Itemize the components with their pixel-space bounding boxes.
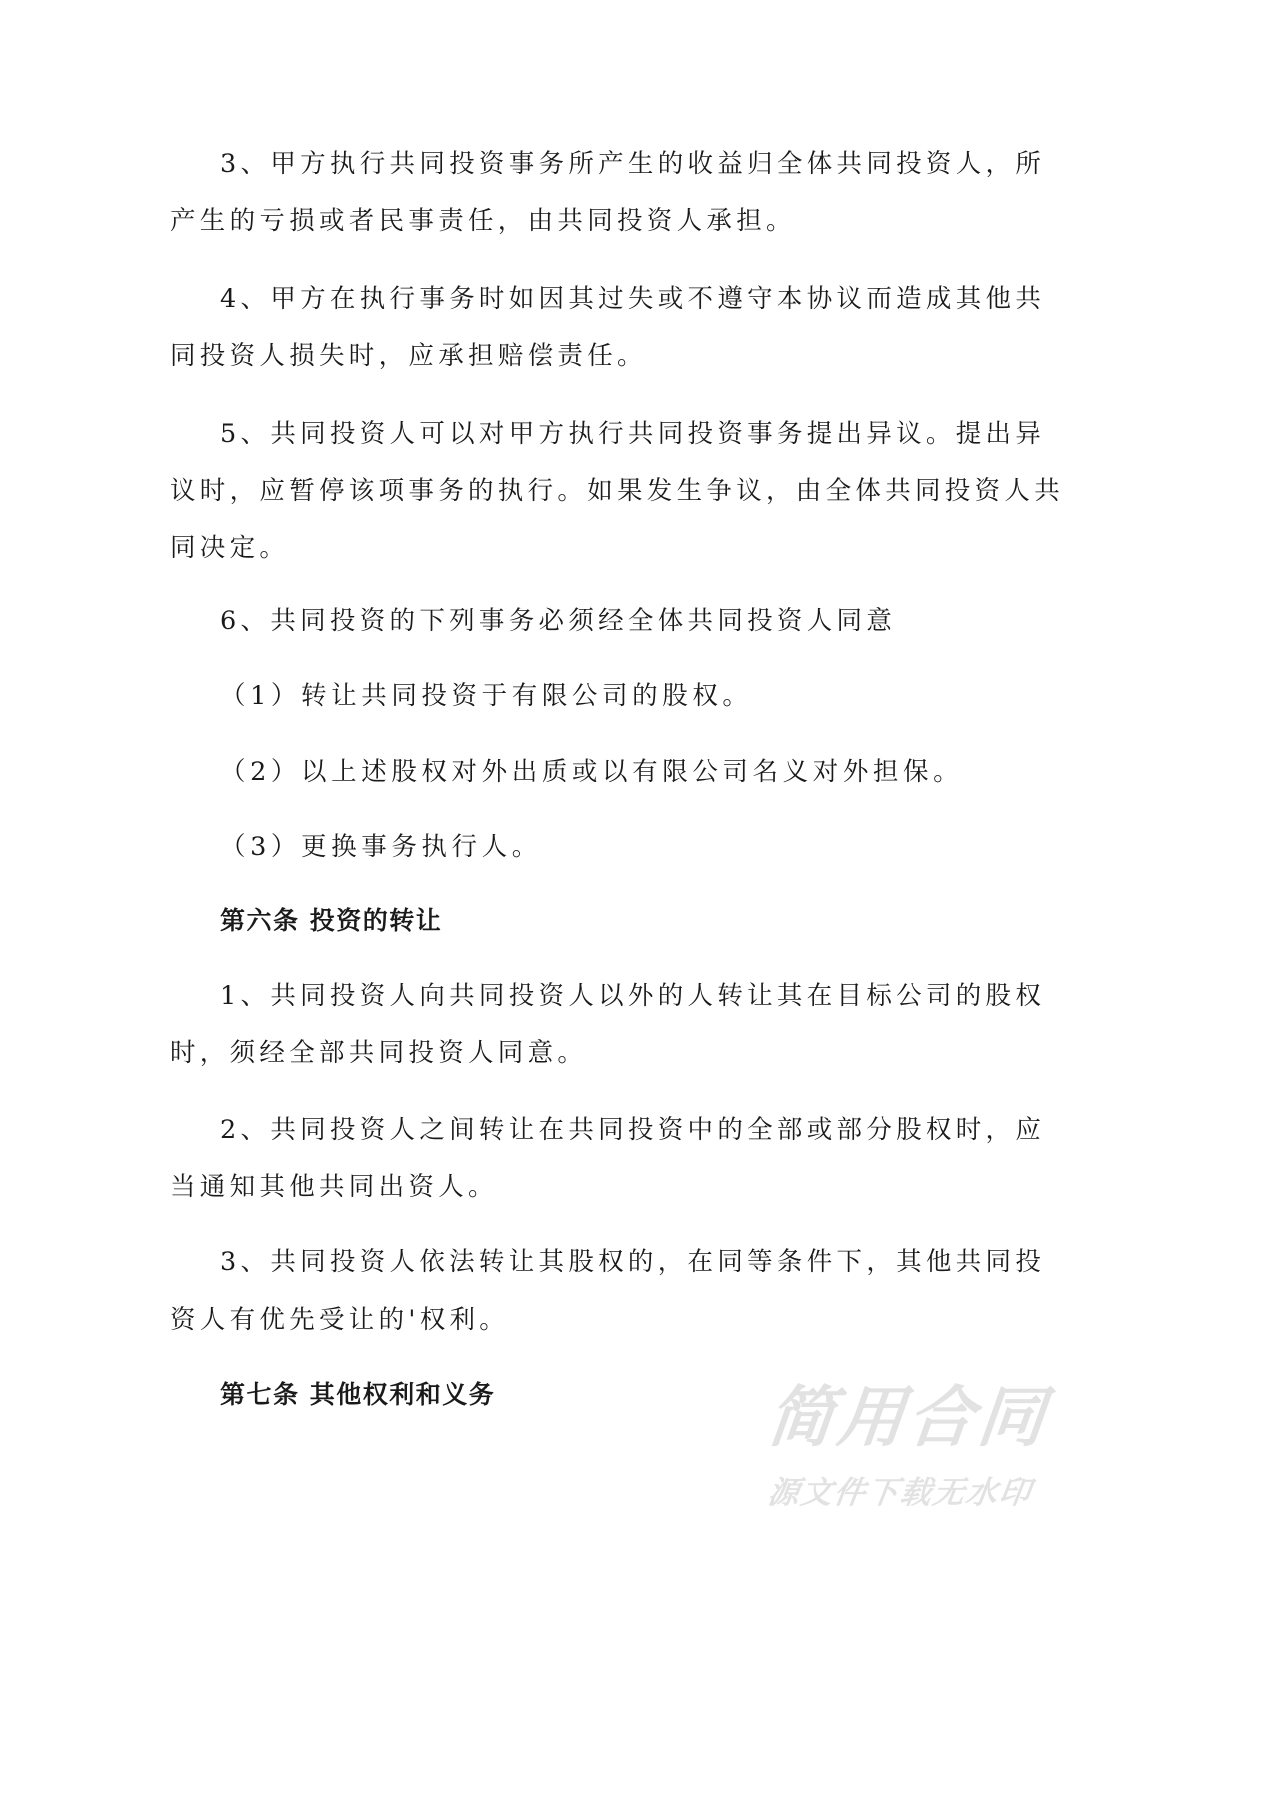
watermark [764, 1378, 1108, 1518]
paragraph-line: 1、共同投资人向共同投资人以外的人转让其在目标公司的股权 [220, 981, 1046, 1011]
paragraph-line: 3、共同投资人依法转让其股权的，在同等条件下，其他共同投 [220, 1247, 1046, 1277]
paragraph-line: 议时，应暂停该项事务的执行。如果发生争议，由全体共同投资人共 [170, 476, 1065, 506]
paragraph-line: 同投资人损失时，应承担赔偿责任。 [170, 341, 647, 371]
paragraph-line: 4、甲方在执行事务时如因其过失或不遵守本协议而造成其他共 [220, 284, 1046, 314]
watermark-title: 简用合同 [764, 1379, 1053, 1456]
paragraph-line: 当通知其他共同出资人。 [170, 1172, 498, 1202]
section-heading: 第六条 投资的转让 [220, 906, 443, 935]
paragraph-line: 时，须经全部共同投资人同意。 [170, 1038, 588, 1068]
paragraph-line: 2、共同投资人之间转让在共同投资中的全部或部分股权时，应 [220, 1115, 1046, 1145]
section-heading: 第七条 其他权利和义务 [220, 1380, 496, 1409]
paragraph-line: 6、共同投资的下列事务必须经全体共同投资人同意 [220, 606, 897, 636]
subitem-line: （1）转让共同投资于有限公司的股权。 [220, 681, 753, 711]
paragraph-line: 5、共同投资人可以对甲方执行共同投资事务提出异议。提出异 [220, 419, 1046, 449]
paragraph-line: 3、甲方执行共同投资事务所产生的收益归全体共同投资人，所 [220, 149, 1046, 179]
paragraph-line: 资人有优先受让的'权利。 [170, 1305, 510, 1335]
watermark-subtitle: 源文件下载无水印 [765, 1475, 1035, 1511]
paragraph-line: 产生的亏损或者民事责任，由共同投资人承担。 [170, 206, 796, 236]
subitem-line: （2）以上述股权对外出质或以有限公司名义对外担保。 [220, 757, 964, 787]
subitem-line: （3）更换事务执行人。 [220, 832, 542, 862]
paragraph-line: 同决定。 [170, 533, 290, 563]
